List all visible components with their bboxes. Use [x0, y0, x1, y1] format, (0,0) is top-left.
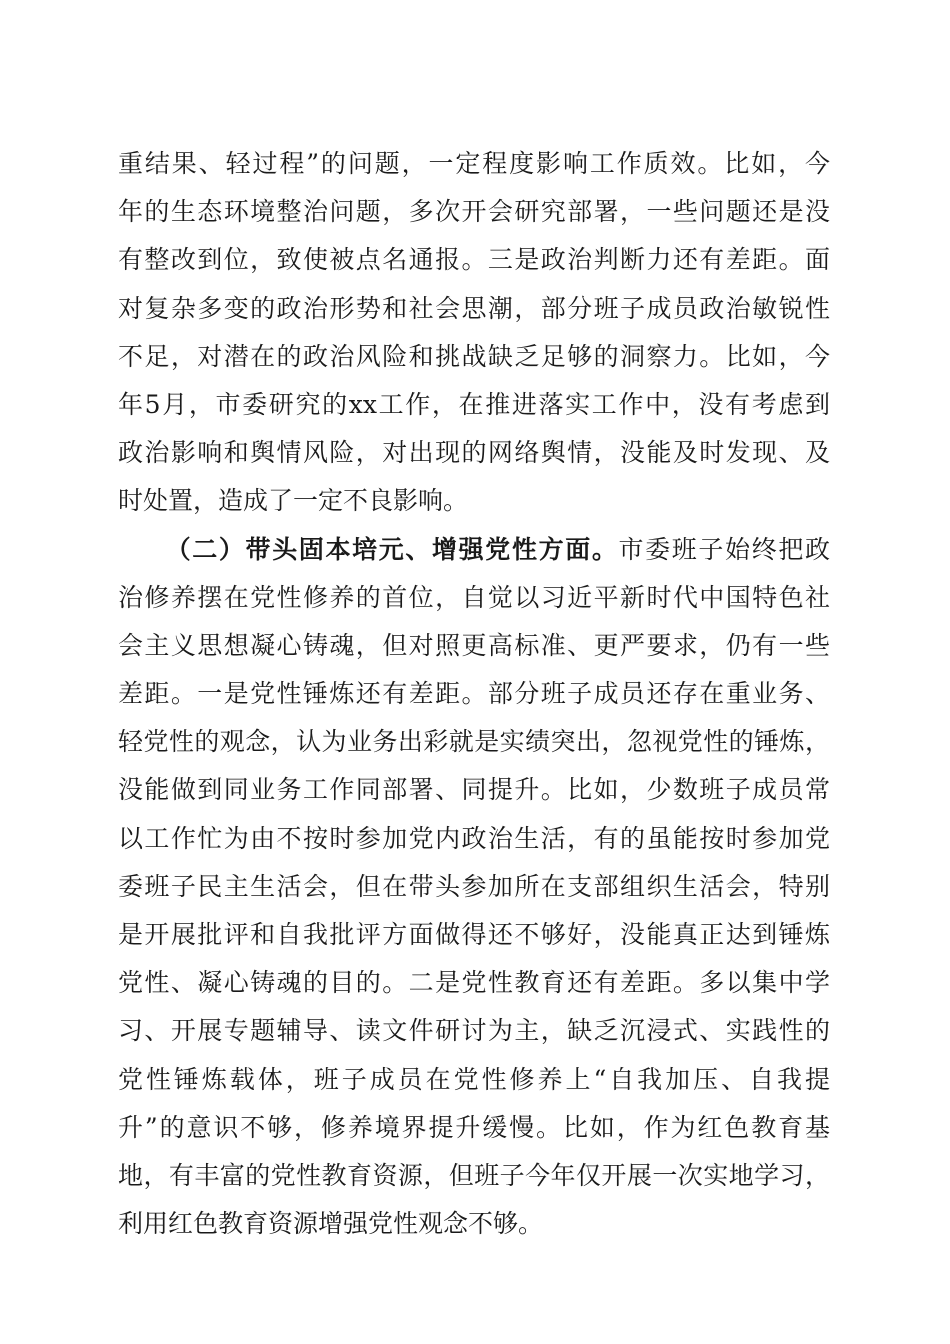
section-heading: （二）带头固本培元、增强党性方面。	[164, 534, 619, 564]
text-line: 委班子民主生活会，但在带头参加所在支部组织生活会，特别	[118, 871, 830, 901]
text-line: 治修养摆在党性修养的首位，自觉以习近平新时代中国特色社	[118, 582, 830, 612]
text-line: 没能做到同业务工作同部署、同提升。比如，少数班子成员常	[118, 775, 830, 805]
paragraph-2	[118, 526, 830, 1249]
text-line: 轻党性的观念，认为业务出彩就是实绩突出，忽视党性的锤炼，	[118, 727, 830, 757]
text-line: 利用红色教育资源增强党性观念不够。	[118, 1209, 544, 1239]
text-line: 时处置，造成了一定不良影响。	[118, 486, 469, 516]
text-line: 地，有丰富的党性教育资源，但班子今年仅开展一次实地学习，	[118, 1160, 830, 1190]
text-line: 是开展批评和自我批评方面做得还不够好，没能真正达到锤炼	[118, 920, 830, 949]
text-line: 习、开展专题辅导、读文件研讨为主，缺乏沉浸式、实践性的	[118, 1016, 830, 1046]
text-line: 会主义思想凝心铸魂，但对照更高标准、更严要求，仍有一些	[118, 630, 830, 660]
text-line: 年5月，市委研究的xx工作，在推进落实工作中，没有考虑到	[118, 389, 830, 419]
text-line: 对复杂多变的政治形势和社会思潮，部分班子成员政治敏锐性	[118, 293, 830, 323]
text-line: 党性锤炼载体，班子成员在党性修养上“自我加压、自我提	[118, 1064, 830, 1094]
text-line: 差距。一是党性锤炼还有差距。部分班子成员还存在重业务、	[118, 679, 830, 709]
text-line: 党性、凝心铸魂的目的。二是党性教育还有差距。多以集中学	[118, 968, 830, 998]
text-line: 年的生态环境整治问题，多次开会研究部署，一些问题还是没	[118, 197, 830, 227]
text-line: 升”的意识不够，修养境界提升缓慢。比如，作为红色教育基	[118, 1112, 830, 1142]
paragraph-1	[118, 140, 830, 526]
body-text	[118, 140, 830, 1248]
text-line: 有整改到位，致使被点名通报。三是政治判断力还有差距。面	[118, 245, 830, 275]
text-line-first	[118, 526, 830, 574]
text-line: 不足，对潜在的政治风险和挑战缺乏足够的洞察力。比如，今	[118, 341, 830, 371]
text-line: 以工作忙为由不按时参加党内政治生活，有的虽能按时参加党	[118, 823, 830, 853]
text-line: 政治影响和舆情风险，对出现的网络舆情，没能及时发现、及	[118, 438, 830, 468]
text-line: 重结果、轻过程”的问题，一定程度影响工作质效。比如，今	[118, 149, 830, 178]
text-run: 市委班子始终把政	[618, 534, 830, 564]
